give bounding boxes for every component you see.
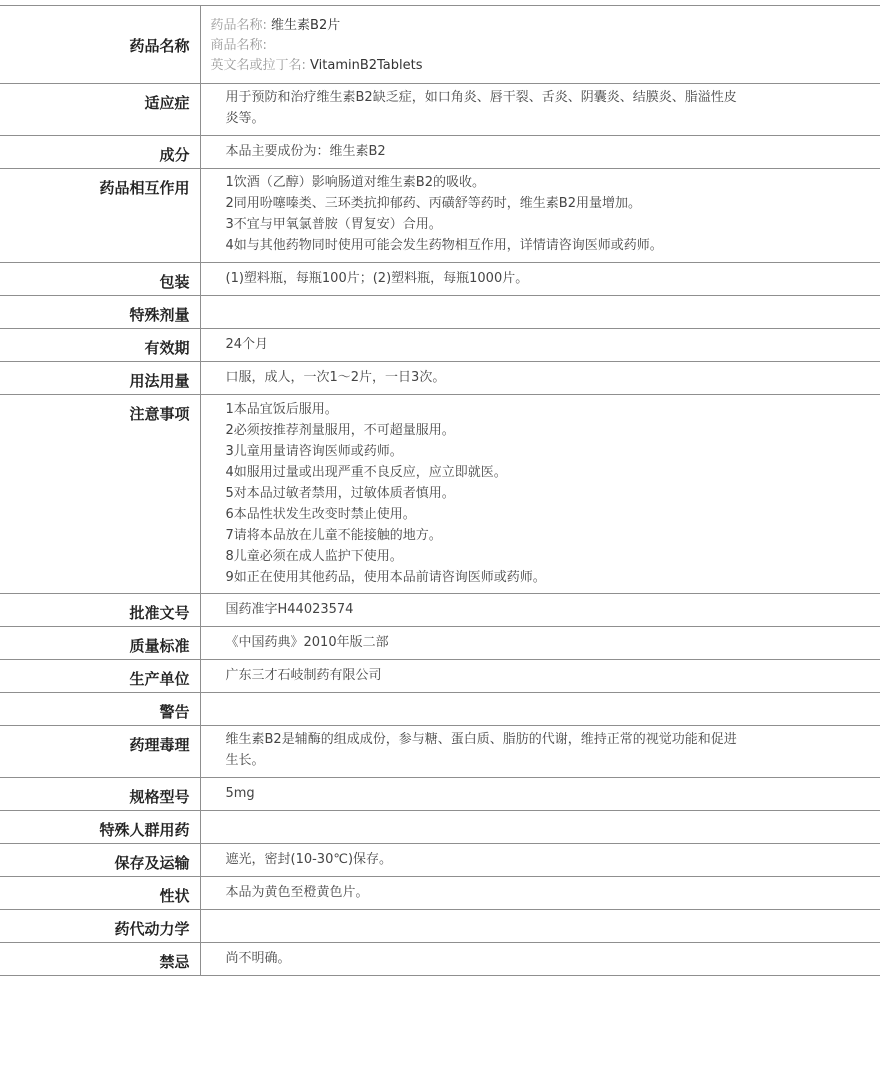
- label-text: 有效期: [144, 339, 190, 357]
- value-shelf-life: [200, 329, 880, 362]
- label-pharmacokinetics: [0, 910, 200, 943]
- label-text: 药代动力学: [114, 920, 190, 938]
- label-text: 生产单位: [129, 670, 190, 688]
- value-storage: [200, 844, 880, 877]
- value-line: 生长。: [225, 753, 265, 768]
- label-text: 质量标准: [129, 637, 190, 655]
- value-drug-name: [200, 6, 880, 84]
- lines-precautions: [226, 399, 781, 588]
- generic-name-key: 药品名称:: [210, 18, 267, 33]
- value-line: 维生素B2是辅酶的组成成份，参与糖、蛋白质、脂肪的代谢，维持正常的视觉功能和促进: [225, 732, 737, 747]
- row-warning: [0, 693, 880, 726]
- label-text: 特殊人群用药: [99, 821, 190, 839]
- value-line: 5mg: [225, 786, 255, 801]
- label-text: 禁忌: [159, 953, 190, 971]
- label-text: 用法用量: [129, 372, 190, 390]
- value-special-dosage: [200, 296, 880, 329]
- row-appearance: [0, 877, 880, 910]
- lines-contraindications: [226, 948, 781, 969]
- row-special-dosage: [0, 296, 880, 329]
- label-special-population: [0, 811, 200, 844]
- lines-appearance: [226, 882, 781, 903]
- value-dosage: [200, 362, 880, 395]
- row-special-population: [0, 811, 880, 844]
- value-appearance: [200, 877, 880, 910]
- label-indications: [0, 84, 200, 136]
- value-packaging: [200, 263, 880, 296]
- lines-indications: [226, 87, 781, 129]
- label-text: 特殊剂量: [129, 306, 190, 324]
- label-warning: [0, 693, 200, 726]
- label-packaging: [0, 263, 200, 296]
- english-name-line: [211, 56, 781, 76]
- label-interactions: [0, 169, 200, 263]
- lines-specification: [226, 783, 781, 804]
- row-contraindications: [0, 943, 880, 976]
- row-dosage: [0, 362, 880, 395]
- row-shelf-life: [0, 329, 880, 362]
- row-specification: [0, 778, 880, 811]
- row-approval: [0, 594, 880, 627]
- lines-packaging: [226, 268, 781, 289]
- row-pharmacology: [0, 726, 880, 778]
- value-manufacturer: [200, 660, 880, 693]
- lines-shelf-life: [226, 334, 781, 355]
- label-text: 药理毒理: [129, 736, 190, 754]
- label-ingredients: [0, 136, 200, 169]
- label-text: 保存及运输: [114, 854, 190, 872]
- lines-standard: [226, 632, 781, 653]
- lines-dosage: [226, 367, 781, 388]
- value-line: 口服，成人，一次1～2片，一日3次。: [225, 370, 446, 385]
- value-line: (1)塑料瓶，每瓶100片；(2)塑料瓶，每瓶1000片。: [225, 271, 529, 286]
- label-contraindications: [0, 943, 200, 976]
- value-special-population: [200, 811, 880, 844]
- value-line: 广东三才石岐制药有限公司: [225, 668, 382, 683]
- value-pharmacology: [200, 726, 880, 778]
- label-specification: [0, 778, 200, 811]
- label-drug-name: [0, 6, 200, 84]
- value-pharmacokinetics: [200, 910, 880, 943]
- value-line: 9如正在使用其他药品，使用本品前请咨询医师或药师。: [225, 570, 546, 585]
- value-indications: [200, 84, 880, 136]
- generic-name-value: 维生素B2片: [271, 18, 341, 33]
- row-storage: [0, 844, 880, 877]
- row-ingredients: [0, 136, 880, 169]
- value-specification: [200, 778, 880, 811]
- row-drug-name: [0, 6, 880, 84]
- value-line: 2同用吩噻嗪类、三环类抗抑郁药、丙磺舒等药时，维生素B2用量增加。: [225, 196, 641, 211]
- value-interactions: [200, 169, 880, 263]
- english-name-value: VitaminB2Tablets: [310, 58, 423, 73]
- row-indications: [0, 84, 880, 136]
- value-line: 3不宜与甲氧氯普胺（胃复安）合用。: [225, 217, 442, 232]
- value-line: 4如服用过量或出现严重不良反应，应立即就医。: [225, 465, 507, 480]
- label-manufacturer: [0, 660, 200, 693]
- english-name-key: 英文名或拉丁名:: [210, 58, 306, 73]
- value-line: 国药准字H44023574: [225, 602, 354, 617]
- drug-info-table: [0, 5, 880, 976]
- lines-approval: [226, 599, 781, 620]
- label-storage: [0, 844, 200, 877]
- lines-interactions: [226, 172, 781, 256]
- row-packaging: [0, 263, 880, 296]
- label-pharmacology: [0, 726, 200, 778]
- label-text: 包装: [159, 273, 190, 291]
- label-text: 成分: [159, 146, 190, 164]
- label-text: 规格型号: [129, 788, 190, 806]
- label-text: 批准文号: [129, 604, 190, 622]
- lines-ingredients: [226, 141, 781, 162]
- trade-name-line: [211, 36, 781, 56]
- value-line: 《中国药典》2010年版二部: [225, 635, 389, 650]
- value-approval: [200, 594, 880, 627]
- value-line: 1本品宜饭后服用。: [225, 402, 338, 417]
- lines-pharmacology: [226, 729, 781, 771]
- row-interactions: [0, 169, 880, 263]
- value-line: 5对本品过敏者禁用，过敏体质者慎用。: [225, 486, 455, 501]
- value-line: 6本品性状发生改变时禁止使用。: [225, 507, 416, 522]
- value-line: 1饮酒（乙醇）影响肠道对维生素B2的吸收。: [225, 175, 485, 190]
- value-line: 用于预防和治疗维生素B2缺乏症，如口角炎、唇干裂、舌炎、阴囊炎、结膜炎、脂溢性皮: [225, 90, 737, 105]
- value-line: 3儿童用量请咨询医师或药师。: [225, 444, 403, 459]
- value-line: 2必须按推荐剂量服用，不可超量服用。: [225, 423, 455, 438]
- label-precautions: [0, 395, 200, 594]
- label-text: 警告: [159, 703, 190, 721]
- label-text: 药品名称: [129, 37, 190, 55]
- row-manufacturer: [0, 660, 880, 693]
- value-precautions: [200, 395, 880, 594]
- label-special-dosage: [0, 296, 200, 329]
- label-text: 适应症: [144, 94, 190, 112]
- row-pharmacokinetics: [0, 910, 880, 943]
- value-line: 24个月: [225, 337, 269, 352]
- label-appearance: [0, 877, 200, 910]
- value-line: 本品为黄色至橙黄色片。: [225, 885, 369, 900]
- value-line: 炎等。: [225, 111, 265, 126]
- value-warning: [200, 693, 880, 726]
- value-standard: [200, 627, 880, 660]
- value-line: 遮光，密封(10-30℃)保存。: [225, 852, 393, 867]
- value-line: 尚不明确。: [225, 951, 291, 966]
- label-standard: [0, 627, 200, 660]
- label-approval: [0, 594, 200, 627]
- row-precautions: [0, 395, 880, 594]
- label-text: 注意事项: [129, 405, 190, 423]
- label-text: 药品相互作用: [99, 179, 190, 197]
- lines-manufacturer: [226, 665, 781, 686]
- trade-name-key: 商品名称:: [210, 38, 267, 53]
- label-dosage: [0, 362, 200, 395]
- value-ingredients: [200, 136, 880, 169]
- generic-name-line: [211, 16, 781, 36]
- lines-storage: [226, 849, 781, 870]
- value-line: 8儿童必须在成人监护下使用。: [225, 549, 403, 564]
- value-contraindications: [200, 943, 880, 976]
- label-shelf-life: [0, 329, 200, 362]
- value-line: 本品主要成份为：维生素B2: [225, 144, 386, 159]
- row-standard: [0, 627, 880, 660]
- value-line: 4如与其他药物同时使用可能会发生药物相互作用，详情请咨询医师或药师。: [225, 238, 663, 253]
- label-text: 性状: [159, 887, 190, 905]
- value-line: 7请将本品放在儿童不能接触的地方。: [225, 528, 442, 543]
